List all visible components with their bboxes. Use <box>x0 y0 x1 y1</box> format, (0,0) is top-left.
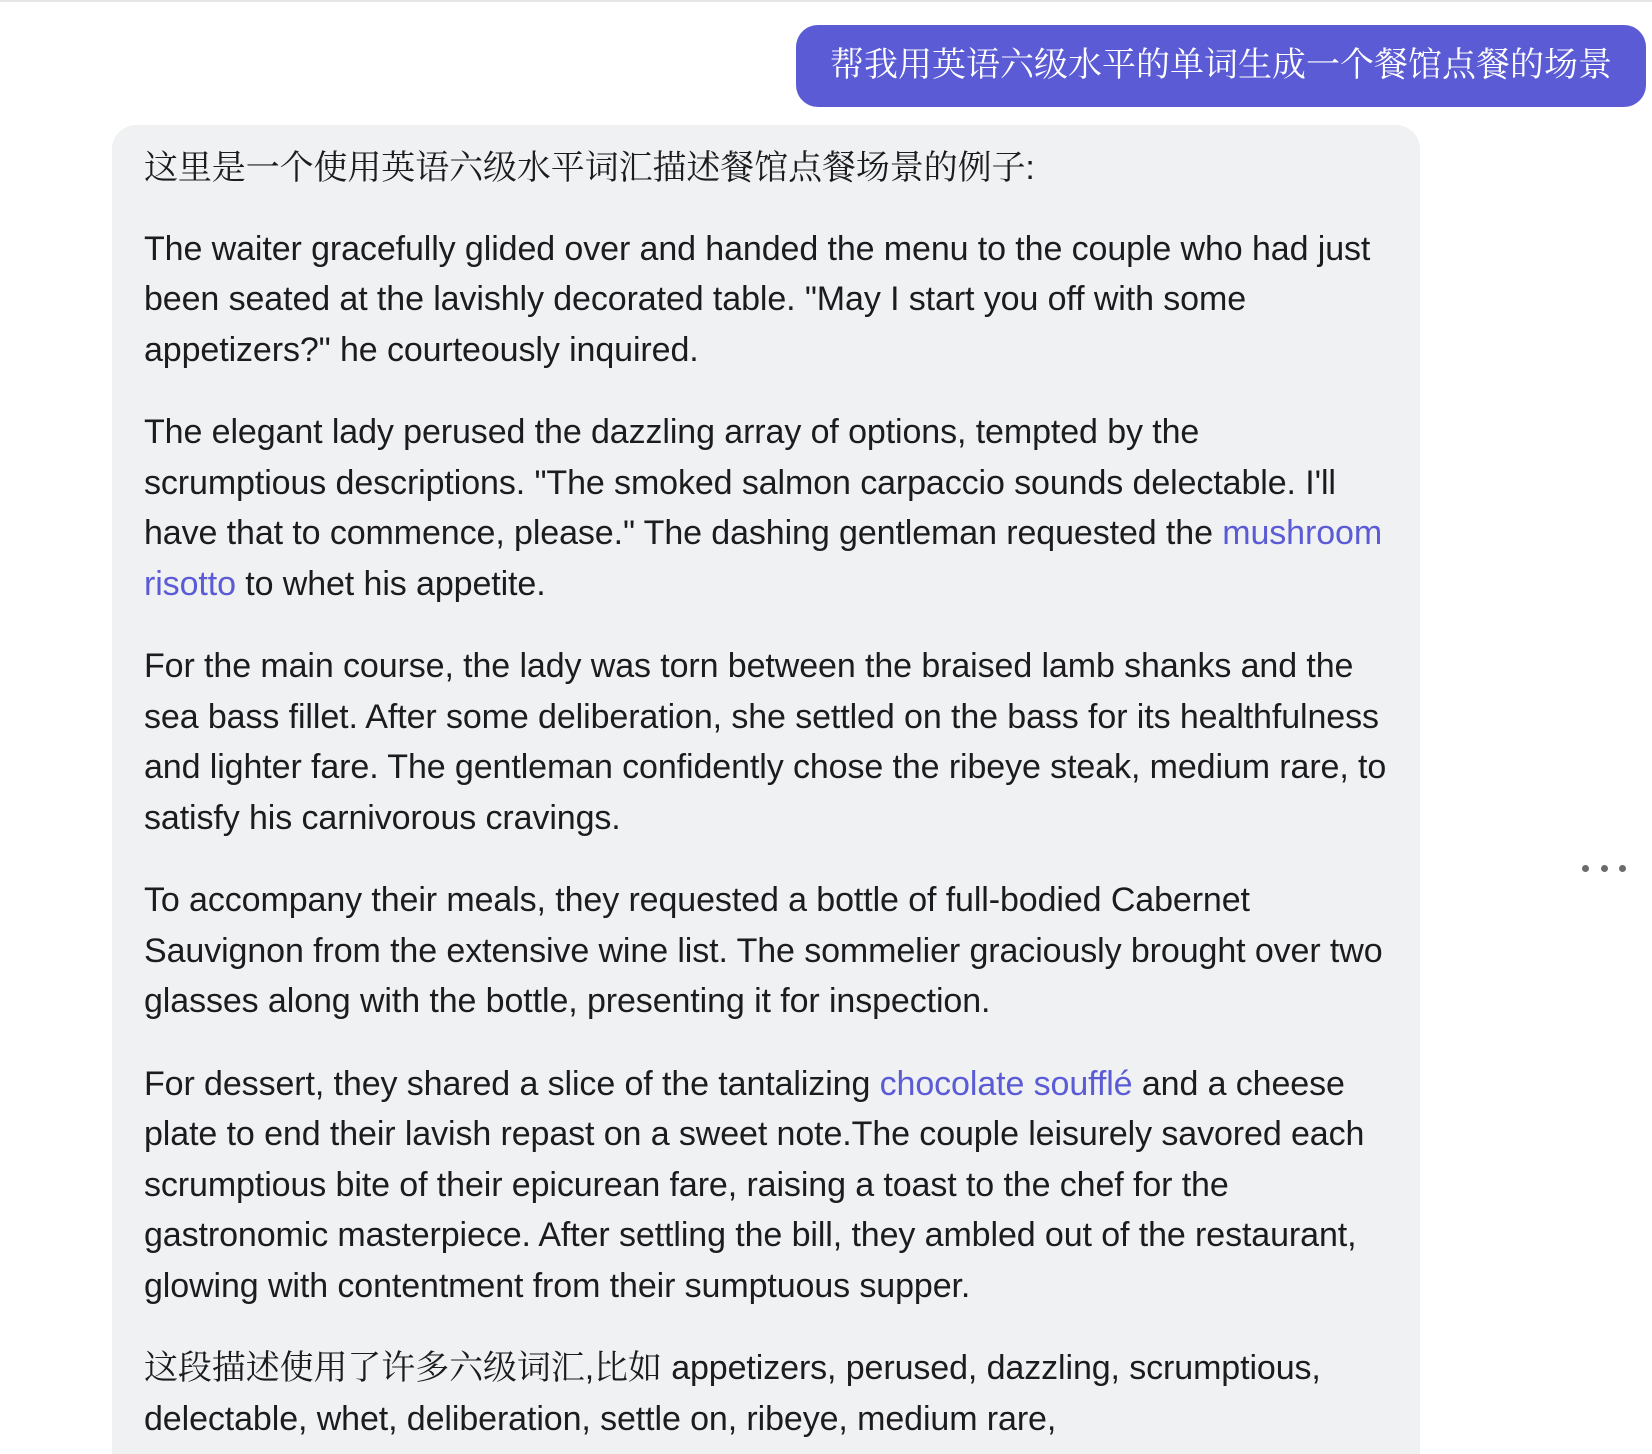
more-horizontal-icon[interactable] <box>1582 856 1626 880</box>
mushroom-risotto-link[interactable]: mushroom risotto <box>144 514 1383 603</box>
assistant-paragraph-3: For the main course, the lady was torn between the braised lamb shanks and the sea bass fillet. After some deliberation, she settled on the bass for its healthfulness and lighter fare. The gentleman confidently chose the ribeye steak, medium rare, to satisfy his carnivorous cravings. <box>144 647 1387 837</box>
paragraph-2-text-end: to whet his appetite. <box>235 564 546 603</box>
user-message-bubble <box>796 25 1646 107</box>
dot <box>1601 865 1608 872</box>
paragraph-5-text-end: and a cheese plate to end their lavish repast on a sweet note.The couple leisurely savored each scrumptious bite of their epicurean fare, raising a toast to the chef for the gastronomic masterpiece. After settling the bill, they ambled out of the restaurant, glowing with contentment from their sumptuous supper. <box>144 1064 1365 1305</box>
assistant-paragraph-1: The waiter gracefully glided over and handed the menu to the couple who had just been seated at the lavishly decorated table. "May I start you off with some appetizers?" he courteously inquired. <box>144 229 1371 369</box>
top-divider <box>0 0 1652 2</box>
assistant-intro: 这里是一个使用英语六级水平词汇描述餐馆点餐场景的例子: <box>144 149 1035 187</box>
assistant-paragraph-5 <box>144 1059 1388 1312</box>
assistant-message-bubble <box>112 125 1420 1454</box>
user-message-text: 帮我用英语六级水平的单词生成一个餐馆点餐的场景 <box>830 46 1612 84</box>
assistant-paragraph-4: To accompany their meals, they requested a bottle of full-bodied Cabernet Sauvignon from the extensive wine list. The sommelier graciously brought over two glasses along with the bottle, presenting it for inspection. <box>144 881 1383 1020</box>
chocolate-souffle-link[interactable]: chocolate soufflé <box>879 1064 1133 1103</box>
dot <box>1582 865 1589 872</box>
paragraph-5-text-start: For dessert, they shared a slice of the tantalizing <box>144 1064 880 1103</box>
assistant-paragraph-2 <box>144 407 1388 609</box>
assistant-paragraph-6: 这段描述使用了许多六级词汇,比如 appetizers, perused, dazzling, scrumptious, delectable, whet, deliberation, settle on, ribeye, medium rare, <box>144 1349 1321 1438</box>
dot <box>1619 865 1626 872</box>
paragraph-2-text-start: The elegant lady perused the dazzling array of options, tempted by the scrumptious descriptions. "The smoked salmon carpaccio sounds delectable. I'll have that to commence, please." The dashing gentleman requested the <box>144 413 1336 552</box>
